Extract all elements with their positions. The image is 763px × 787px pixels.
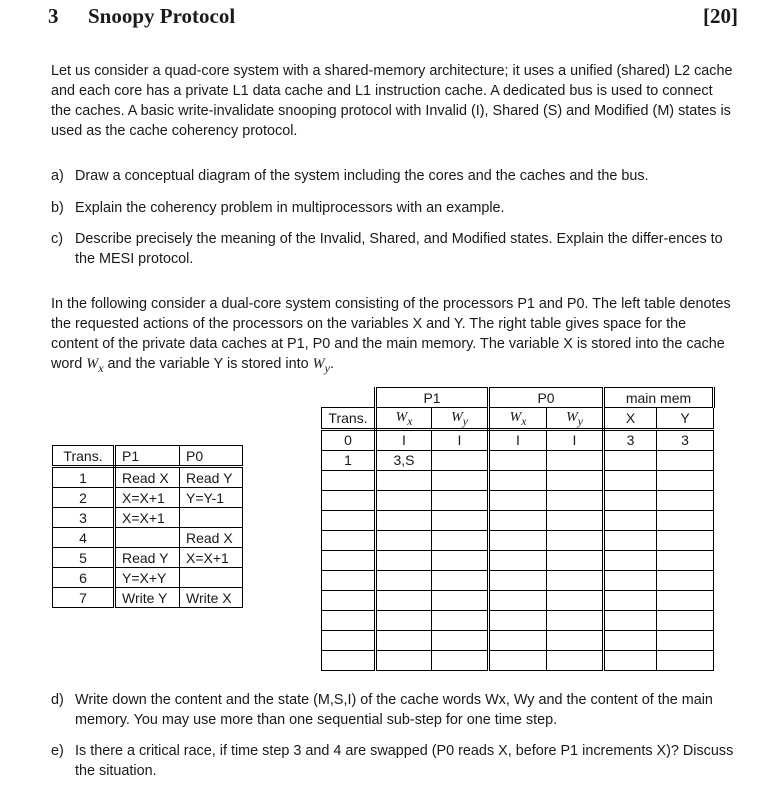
question-b <box>51 198 735 218</box>
state-cell <box>657 550 714 570</box>
state-cell <box>376 610 432 630</box>
state-cell <box>604 610 657 630</box>
state-cell <box>604 590 657 610</box>
action-cell <box>180 568 243 588</box>
group-header: main mem <box>604 388 714 408</box>
cache-word-subscript: y <box>462 414 468 428</box>
actions-header-cell: Trans. <box>53 446 115 467</box>
group-header: P0 <box>489 388 604 408</box>
state-cell <box>432 510 489 530</box>
action-cell: X=X+1 <box>115 488 180 508</box>
state-cell <box>657 490 714 510</box>
state-cell <box>657 570 714 590</box>
state-cell <box>489 550 547 570</box>
action-cell <box>180 508 243 528</box>
state-cell <box>376 550 432 570</box>
dual-core-text-1: In the following consider a dual-core system consisting of the processors P1 and P0. The left table denotes the requested actions of the processors on the variables X and Y. The right table gives space for the content of the private data caches at P1, P0 and the main memory. The variable X is stored into the cache word <box>51 296 731 372</box>
state-cell <box>489 570 547 590</box>
state-cell: 3,S <box>376 450 432 470</box>
trans-number: 3 <box>53 508 115 528</box>
trans-number: 1 <box>322 450 376 470</box>
trans-number: 5 <box>53 548 115 568</box>
trans-number <box>322 610 376 630</box>
state-cell <box>489 470 547 490</box>
state-cell <box>657 450 714 470</box>
state-row <box>322 610 714 630</box>
trans-number: 7 <box>53 588 115 608</box>
actions-header-cell: P1 <box>115 446 180 467</box>
trans-number <box>322 510 376 530</box>
state-cell <box>489 490 547 510</box>
state-cell <box>489 510 547 530</box>
trans-number <box>322 470 376 490</box>
state-cell <box>547 490 604 510</box>
cache-word-subscript: y <box>577 414 583 428</box>
actions-row <box>53 467 243 488</box>
trans-number <box>322 570 376 590</box>
question-c <box>51 229 735 267</box>
question-text: Draw a conceptual diagram of the system including the cores and the caches and the bus. <box>75 168 649 184</box>
state-cell <box>547 610 604 630</box>
state-cell <box>376 650 432 670</box>
trans-number: 4 <box>53 528 115 548</box>
actions-row <box>53 488 243 508</box>
trans-number: 0 <box>322 429 376 450</box>
state-cell: I <box>547 429 604 450</box>
question-text: Describe precisely the meaning of the Invalid, Shared, and Modified states. Explain the differ-ences to the MESI protocol. <box>75 231 723 267</box>
cache-word-name <box>451 410 468 428</box>
state-cell: 3 <box>604 429 657 450</box>
trans-number: 1 <box>53 467 115 488</box>
action-cell: X=X+1 <box>115 508 180 528</box>
cache-word-subscript: x <box>407 414 413 428</box>
trans-number: 2 <box>53 488 115 508</box>
group-header: P1 <box>376 388 489 408</box>
state-row <box>322 630 714 650</box>
question-e <box>51 741 735 779</box>
state-row <box>322 650 714 670</box>
action-cell: Read X <box>115 467 180 488</box>
state-cell <box>547 530 604 550</box>
state-cell <box>432 490 489 510</box>
state-cell: 3 <box>657 429 714 450</box>
actions-row <box>53 548 243 568</box>
state-cell <box>547 550 604 570</box>
state-row <box>322 550 714 570</box>
state-cell <box>657 650 714 670</box>
state-cell <box>432 630 489 650</box>
state-cell: I <box>376 429 432 450</box>
state-cell <box>604 530 657 550</box>
actions-table <box>52 445 243 608</box>
cache-word-wy <box>312 356 330 375</box>
action-cell: Read Y <box>180 467 243 488</box>
state-cell <box>432 530 489 550</box>
trans-number <box>322 590 376 610</box>
trans-number <box>322 650 376 670</box>
state-cell <box>432 550 489 570</box>
question-label: a) <box>51 168 64 184</box>
state-cell <box>376 630 432 650</box>
state-cell <box>376 490 432 510</box>
state-cell: I <box>432 429 489 450</box>
state-cell <box>604 550 657 570</box>
memory-column-header: Y <box>657 408 714 430</box>
state-cell <box>657 610 714 630</box>
state-cell <box>432 610 489 630</box>
cache-word-base: W <box>509 410 522 425</box>
cache-word-name <box>566 410 583 428</box>
action-cell: Read Y <box>115 548 180 568</box>
state-cell <box>432 650 489 670</box>
state-cell <box>657 590 714 610</box>
state-cell <box>489 650 547 670</box>
memory-column-header: X <box>604 408 657 430</box>
empty-cell <box>322 388 376 408</box>
actions-row <box>53 528 243 548</box>
state-row <box>322 450 714 470</box>
cache-state-table <box>321 387 715 671</box>
state-row <box>322 590 714 610</box>
state-cell <box>432 470 489 490</box>
state-cell <box>547 450 604 470</box>
action-cell: X=X+1 <box>180 548 243 568</box>
state-cell <box>604 650 657 670</box>
wy-base: W <box>312 356 325 372</box>
state-cell <box>489 530 547 550</box>
state-cell <box>604 570 657 590</box>
state-cell <box>604 450 657 470</box>
dual-core-text-3: . <box>329 356 334 372</box>
cache-word-subscript: x <box>521 414 527 428</box>
exercise-title: Snoopy Protocol <box>88 4 236 28</box>
state-cell <box>547 570 604 590</box>
question-label: c) <box>51 231 63 247</box>
state-cell <box>489 450 547 470</box>
cache-word-base: W <box>451 410 463 425</box>
cache-word-header <box>547 408 604 430</box>
exercise-number: 3 <box>48 4 59 28</box>
wx-base: W <box>86 356 99 372</box>
trans-number <box>322 530 376 550</box>
state-row <box>322 429 714 450</box>
cache-word-name <box>509 410 527 428</box>
state-cell <box>376 530 432 550</box>
wx-subscript: x <box>98 360 104 375</box>
question-label: e) <box>51 743 64 759</box>
state-row <box>322 470 714 490</box>
exercise-points: [20] <box>703 4 738 28</box>
state-row <box>322 570 714 590</box>
state-cell <box>604 510 657 530</box>
question-label: d) <box>51 692 64 708</box>
state-cell <box>657 470 714 490</box>
actions-row <box>53 508 243 528</box>
state-cell <box>657 630 714 650</box>
state-row <box>322 490 714 510</box>
intro-paragraph: Let us consider a quad-core system with a shared-memory architecture; it uses a unified (shared) L2 cache and each core has a private L1 data cache and L1 instruction cache. A dedicated bus is used to connect the caches. A basic write-invalidate snooping protocol with Invalid (I), Shared (S) and Modified (M) states is used as the cache coherency protocol. <box>51 63 733 139</box>
cache-word-header <box>489 408 547 430</box>
state-cell <box>547 510 604 530</box>
dual-core-text-2: and the variable Y is stored into <box>103 356 313 372</box>
state-cell <box>432 450 489 470</box>
state-cell <box>489 610 547 630</box>
state-row <box>322 530 714 550</box>
question-a <box>51 166 735 186</box>
cache-word-name <box>395 410 413 428</box>
question-text: Explain the coherency problem in multiprocessors with an example. <box>75 200 505 216</box>
state-cell <box>376 570 432 590</box>
actions-row <box>53 588 243 608</box>
cache-word-header <box>432 408 489 430</box>
wy-subscript: y <box>324 360 330 375</box>
trans-number <box>322 550 376 570</box>
state-cell <box>547 630 604 650</box>
trans-header: Trans. <box>322 408 376 430</box>
actions-header-row <box>53 446 243 467</box>
state-cell <box>657 510 714 530</box>
state-row <box>322 510 714 530</box>
cache-word-base: W <box>566 410 578 425</box>
state-cell <box>547 470 604 490</box>
trans-number: 6 <box>53 568 115 588</box>
state-cell <box>376 510 432 530</box>
cache-word-base: W <box>395 410 408 425</box>
trans-number <box>322 630 376 650</box>
state-cell <box>376 590 432 610</box>
question-d <box>51 690 735 728</box>
dual-core-paragraph <box>51 294 735 378</box>
action-cell: Write X <box>180 588 243 608</box>
action-cell: Y=Y-1 <box>180 488 243 508</box>
state-cell: I <box>489 429 547 450</box>
state-group-row <box>322 388 714 408</box>
trans-number <box>322 490 376 510</box>
state-cell <box>432 570 489 590</box>
actions-header-cell: P0 <box>180 446 243 467</box>
state-subheader-row <box>322 408 714 430</box>
question-label: b) <box>51 200 64 216</box>
action-cell: Write Y <box>115 588 180 608</box>
action-cell: Read X <box>180 528 243 548</box>
state-cell <box>604 470 657 490</box>
actions-row <box>53 568 243 588</box>
state-cell <box>547 650 604 670</box>
question-text: Write down the content and the state (M,S,I) of the cache words Wx, Wy and the content of the main memory. You may use more than one sequential sub-step for one time step. <box>75 692 713 728</box>
state-cell <box>657 530 714 550</box>
cache-word-wx <box>86 356 104 375</box>
state-cell <box>489 630 547 650</box>
state-cell <box>376 470 432 490</box>
question-text: Is there a critical race, if time step 3 and 4 are swapped (P0 reads X, before P1 increments X)? Discuss the situation. <box>75 743 734 779</box>
exercise-heading <box>48 2 738 30</box>
action-cell: Y=X+Y <box>115 568 180 588</box>
state-cell <box>547 590 604 610</box>
state-cell <box>432 590 489 610</box>
state-cell <box>489 590 547 610</box>
state-cell <box>604 490 657 510</box>
state-cell <box>604 630 657 650</box>
cache-word-header <box>376 408 432 430</box>
action-cell <box>115 528 180 548</box>
